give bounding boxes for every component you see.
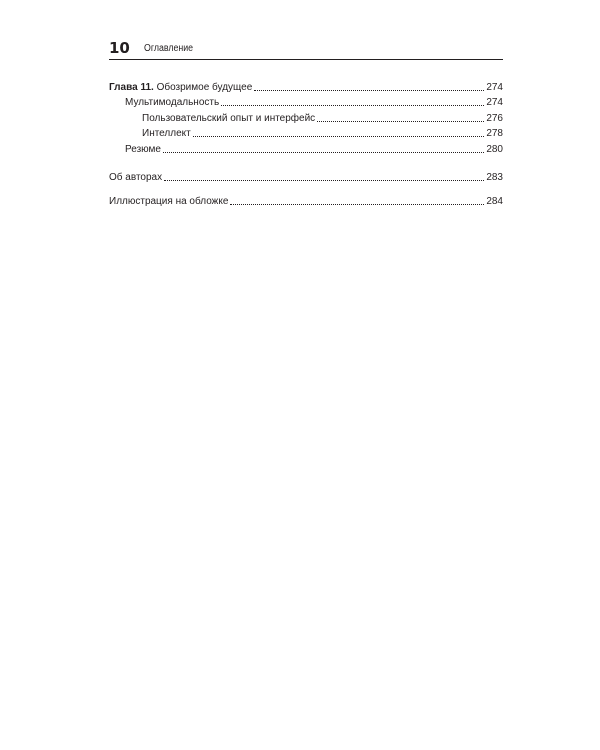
- dot-leader: [193, 136, 485, 137]
- toc-entry-title: Глава 11. Обозримое будущее: [109, 82, 253, 93]
- dot-leader: [164, 180, 484, 181]
- toc-entry-page: 283: [486, 172, 503, 183]
- dot-leader: [317, 121, 484, 122]
- dot-leader: [230, 204, 484, 205]
- dot-leader: [221, 105, 484, 106]
- toc-entry-title: Об авторах: [109, 172, 163, 183]
- toc-entry-ux-interface[interactable]: [142, 111, 503, 125]
- page-number: 10: [109, 39, 130, 57]
- toc-entry-title: Пользовательский опыт и интерфейс: [142, 113, 316, 124]
- running-header: [109, 40, 503, 60]
- toc-entry-title: Интеллект: [142, 128, 191, 139]
- header-rule: [109, 59, 503, 60]
- dot-leader: [163, 152, 484, 153]
- toc-entry-intellect[interactable]: [142, 126, 503, 140]
- chapter-label: Глава 11.: [109, 82, 154, 93]
- toc-entry-page: 274: [486, 97, 503, 108]
- toc-entry-page: 284: [486, 196, 503, 207]
- toc-entry-about-authors[interactable]: [109, 170, 503, 184]
- toc-entry-title: Иллюстрация на обложке: [109, 196, 229, 207]
- running-title: Оглавление: [144, 43, 194, 54]
- toc-entry-chapter-11[interactable]: [109, 80, 503, 94]
- toc-entry-title: Резюме: [125, 144, 161, 155]
- dot-leader: [254, 90, 484, 91]
- toc-entry-page: 280: [486, 144, 503, 155]
- toc-entry-page: 278: [486, 128, 503, 139]
- toc-entry-title: Мультимодальность: [125, 97, 220, 108]
- toc-entry-page: 276: [486, 113, 503, 124]
- toc-entry-multimodality[interactable]: [125, 95, 503, 109]
- toc-entry-summary[interactable]: [125, 142, 503, 156]
- toc-entry-cover-illustration[interactable]: [109, 194, 503, 208]
- toc-entry-page: 274: [486, 82, 503, 93]
